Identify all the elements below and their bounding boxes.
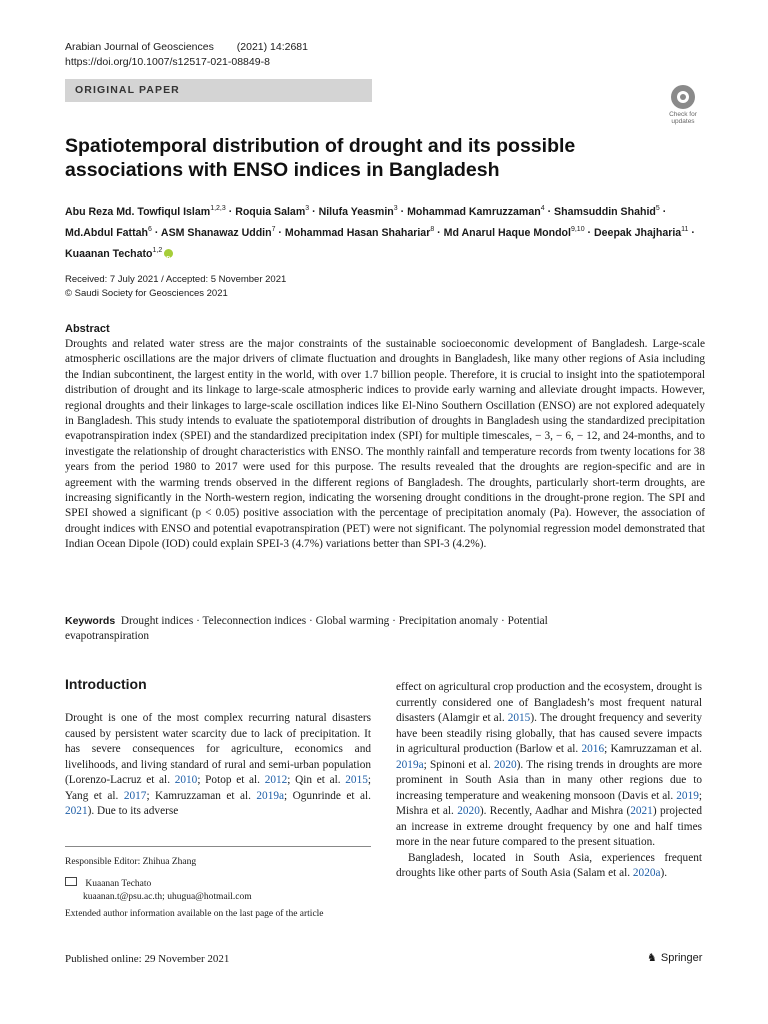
published-online: Published online: 29 November 2021	[65, 953, 230, 965]
check-updates-icon	[671, 85, 695, 109]
check-updates-label-2: updates	[671, 118, 695, 125]
author-affiliation: 8	[430, 226, 435, 233]
body-text: ; Qin et al.	[287, 774, 346, 786]
publisher-name: Springer	[660, 952, 703, 964]
springer-horse-icon: ♞	[647, 952, 657, 964]
received-accepted-dates: Received: 7 July 2021 / Accepted: 5 November 2021	[65, 274, 287, 285]
author-list: Abu Reza Md. Towfiqul Islam$^{1,2,3}$ · Roquia Salam$^3$ · Nilufa Yeasmin$^3$ · Mohammad Kamruzzaman$^4$ · Shamsuddin Shahid$^5$ · Md.Abdul Fattah$^6$ · ASM Shanawaz Uddin$^7$ · Mohammad Hasan Shahariar$^8$ · Md Anarul Haque Mondol$^{9,10}$ · Deepak Jhajharia$^{11}$ · Kuaanan Techato$^{1,2}$iD	[65, 200, 705, 263]
body-text: ; Potop et al.	[197, 774, 265, 786]
citation-link[interactable]: 2016	[581, 743, 605, 755]
citation-link[interactable]: 2015	[345, 774, 368, 786]
body-text: ) projected an increase in extreme drought frequency by one and half times more in the near future compared to the present situation.	[396, 805, 702, 848]
intro-paragraph-col2-2	[396, 851, 702, 882]
author-name: ASM Shanawaz Uddin	[160, 227, 272, 239]
intro-paragraph-col1	[65, 711, 371, 820]
journal-name: Arabian Journal of Geosciences	[65, 41, 214, 53]
body-text: ; Yang et al.	[65, 774, 371, 802]
citation-link[interactable]: 2020	[494, 758, 517, 771]
citation-link[interactable]: 2019	[676, 789, 699, 802]
orcid-icon[interactable]	[164, 249, 173, 258]
citation-link[interactable]: 2019a	[256, 789, 285, 802]
author-name: Mohammad Hasan Shahariar	[284, 227, 431, 239]
author-affiliation: 3	[305, 205, 310, 212]
author-name: Md Anarul Haque Mondol	[443, 227, 571, 239]
author-name: Md.Abdul Fattah	[65, 227, 148, 239]
author-affiliation: 7	[271, 226, 276, 233]
author-name: Kuaanan Techato	[65, 248, 153, 260]
corresponding-author: Kuaanan Techato	[85, 879, 152, 889]
author-affiliation: 6	[147, 226, 152, 233]
author-name: Abu Reza Md. Towfiqul Islam	[65, 206, 211, 218]
body-text: effect on agricultural crop production and the ecosystem, drought is currently considered one of Bangladesh’s most frequent natural disasters (Alamgir et al.	[396, 681, 702, 724]
abstract-text: Droughts and related water stress are the major constraints of the sustainable socioeconomic development of Bangladesh. Large-scale atmospheric oscillations are the major drivers of climate fluctuation and droughts in Bangladesh, like many other regions of Asia including the Indian subcontinent, the largest entity in the world, with over 1.7 billion people. Therefore, it is crucial to insight into the spatiotemporal distribution of drought and its linkage to large-scale atmospheric indices to provide early warning and alleviate drought impacts. However, regional droughts and their linkages to large-scale oscillation indices like El-Nino Southern Oscillation (ENSO) are not explored adequately in Bangladesh. This study intends to evaluate the spatiotemporal distribution of droughts in Bangladesh using the standardized precipitation evapotranspiration index (SPEI) and the standardized precipitation index (SPI) for multiple timescales, − 3, − 6, − 12, and 24-months, and to investigate the relationship of drought characteristics with ENSO. The monthly rainfall and temperature records from twenty locations for 38 years from the period 1980 to 2017 were used for this purpose. The results revealed that the droughts are region-specific and are in agreement with the warming trends observed in the different regions of Bangladesh. The droughts, particularly short-term droughts, are increasing significantly in the North-western region, indicating the worsening drought conditions in the drought-prone region. The SPI and SPEI showed a significant (p < 0.05) positive association with the percentage of precipitation anomaly (Pa). However, the association of drought indices with ENSO and potential evapotranspiration (PET) were not significant. The polynomial regression model demonstrated that Indian Ocean Dipole (IOD) could explain SPEI-3 (4.7%) variations better than SPI-3 (4.2%).	[65, 338, 705, 551]
citation-link[interactable]: 2019a	[396, 758, 424, 771]
keywords-label: Keywords	[65, 615, 116, 627]
body-text: ; Ogunrinde et al.	[284, 789, 371, 802]
body-text: ; Spinoni et al.	[423, 758, 495, 771]
citation-link[interactable]: 2020a	[632, 867, 661, 879]
citation-link[interactable]: 2021	[65, 805, 88, 817]
body-text: ; Kamruzzaman et al.	[604, 743, 702, 755]
paper-title: Spatiotemporal distribution of drought and its possible associations with ENSO indices in Bangladesh	[65, 135, 576, 181]
body-text: ). The drought frequency and severity have been steadily rising globally, that has caused severe impacts in agricultural production (Barlow et al.	[396, 712, 702, 755]
footnote-divider	[65, 846, 371, 847]
article-dates	[65, 273, 286, 301]
author-affiliation: 3	[393, 205, 398, 212]
body-text: Drought is one of the most complex recurring natural disasters caused by persistent water scarcity due to lack of precipitation. It has severe consequences for agriculture, economics and livelihoods, and living standard of rural and semi-urban population (Lorenzo-Lacruz et al.	[65, 712, 371, 786]
doi-link[interactable]: https://doi.org/10.1007/s12517-021-08849-8	[65, 56, 270, 68]
author-name: Shamsuddin Shahid	[554, 206, 656, 218]
body-text: ). Due to its adverse	[87, 805, 179, 817]
footnotes	[65, 856, 371, 921]
journal-header	[65, 40, 308, 70]
abstract-heading: Abstract	[65, 323, 110, 335]
author-name: Deepak Jhajharia	[594, 227, 682, 239]
copyright-notice: © Saudi Society for Geosciences 2021	[65, 288, 228, 299]
check-updates-label-1: Check for	[669, 111, 697, 118]
author-name: Nilufa Yeasmin	[318, 206, 394, 218]
author-affiliation: 1,2	[152, 247, 163, 254]
citation-link[interactable]: 2015	[507, 712, 531, 724]
article-type-banner	[65, 79, 372, 102]
intro-paragraph-col2-1	[396, 680, 702, 851]
corresponding-email[interactable]: kuaanan.t@psu.ac.th; uhugua@hotmail.com	[83, 892, 252, 902]
author-name: Mohammad Kamruzzaman	[407, 206, 541, 218]
author-affiliation: 9,10	[570, 226, 585, 233]
author-name: Roquia Salam	[235, 206, 306, 218]
citation-link[interactable]: 2017	[123, 789, 147, 802]
journal-volume: (2021) 14:2681	[236, 41, 308, 53]
keywords-text: Drought indices · Teleconnection indices · Global warming · Precipitation anomaly · Potential evapotranspiration	[65, 615, 548, 643]
citation-link[interactable]: 2010	[174, 774, 198, 786]
keywords	[65, 614, 625, 645]
body-text: ). Recently, Aadhar and Mishra (	[479, 805, 631, 817]
body-text: ). The rising trends in droughts are more prominent in South Asia than in many other regions due to increasing temperature and weakening monsoon (Davis et al.	[396, 758, 702, 802]
responsible-editor: Responsible Editor: Zhihua Zhang	[65, 857, 197, 867]
body-text: ; Mishra et al.	[396, 789, 702, 817]
author-affiliation: 11	[681, 226, 689, 233]
envelope-icon	[65, 877, 77, 886]
body-text: ).	[660, 867, 668, 879]
citation-link[interactable]: 2012	[264, 774, 288, 786]
author-affiliation: 5	[655, 205, 660, 212]
citation-link[interactable]: 2020	[457, 805, 480, 817]
citation-link[interactable]: 2021	[630, 805, 653, 817]
body-text: ; Kamruzzaman et al.	[146, 789, 257, 802]
check-for-updates-button[interactable]	[664, 85, 702, 127]
author-affiliation: 4	[540, 205, 545, 212]
introduction-heading: Introduction	[65, 676, 147, 692]
author-affiliation: 1,2,3	[210, 205, 226, 212]
extended-author-info: Extended author information available on the last page of the article	[65, 909, 324, 919]
body-text: Bangladesh, located in South Asia, experiences frequent droughts like other parts of South Asia (Salam et al.	[396, 851, 702, 879]
publisher-logo	[647, 951, 702, 964]
intro-column-2	[396, 680, 702, 882]
article-type-label: ORIGINAL PAPER	[75, 84, 180, 96]
